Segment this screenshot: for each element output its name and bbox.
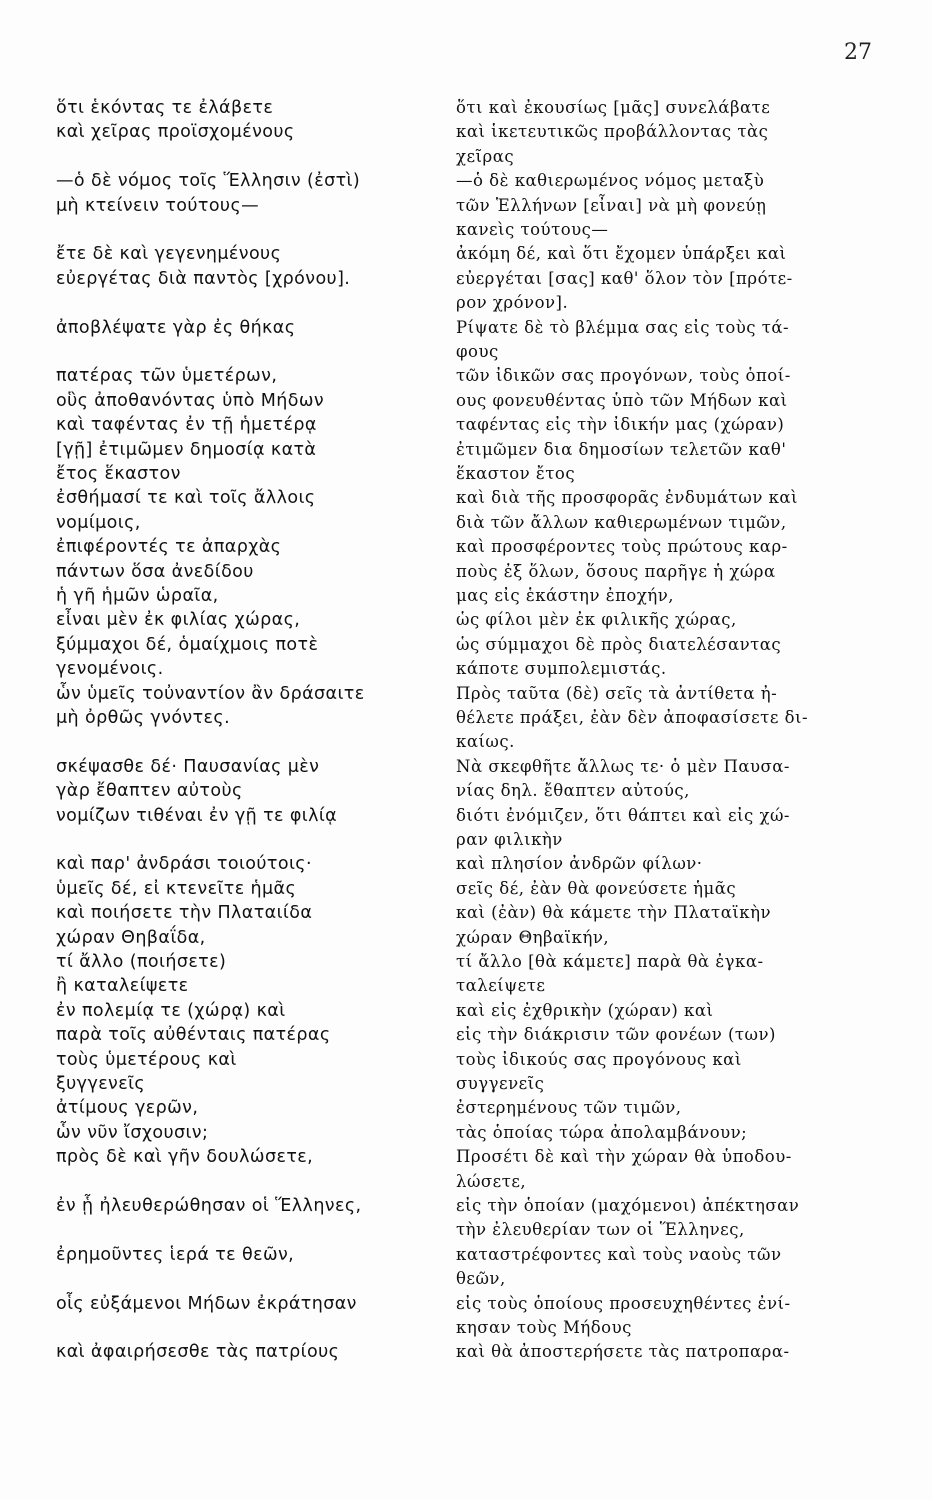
original-text-line: ἐν πολεμίᾳ τε (χώρᾳ) καὶ — [56, 1000, 286, 1021]
translation-text-line: καὶ εἰς ἐχθρικὴν (χώραν) καὶ — [456, 1000, 714, 1020]
original-text-line: ξύμμαχοι δέ, ὁμαίχμοις ποτὲ — [56, 634, 319, 655]
original-text-line: τί ἄλλο (ποιήσετε) — [56, 952, 227, 972]
original-text-line: χώραν Θηβαΐδα, — [56, 927, 206, 948]
translation-text-line: τὰς ὁποίας τώρα ἀπολαμβάνουν; — [456, 1122, 748, 1142]
translation-text-line: ἕκαστον ἔτος — [456, 464, 576, 483]
translation-text-line: καταστρέφοντες καὶ τοὺς ναοὺς τῶν — [456, 1244, 782, 1264]
translation-text-line: κησαν τοὺς Μήδους — [456, 1318, 632, 1337]
original-text-line: ξυγγενεῖς — [56, 1074, 146, 1094]
original-text-line: τοὺς ὑμετέρους καὶ — [56, 1049, 237, 1070]
original-text-line: μὴ ὀρθῶς γνόντες. — [56, 708, 231, 728]
translation-text-line: εἰς τοὺς ὁποίους προσευχηθέντες ἐνί- — [456, 1293, 791, 1313]
translation-text-line: τοὺς ἰδικούς σας προγόνους καὶ — [456, 1049, 742, 1069]
translation-text-line: σεῖς δέ, ἐὰν θὰ φονεύσετε ἡμᾶς — [456, 878, 737, 898]
original-text-line: εὐεργέτας διὰ παντὸς [χρόνου]. — [56, 268, 351, 289]
translation-text-line: εὐεργέται [σας] καθ' ὅλον τὸν [πρότε- — [456, 268, 793, 288]
translation-text-line: καίως. — [456, 732, 515, 752]
translation-text-line: Προσέτι δὲ καὶ τὴν χώραν θὰ ὑποδου- — [456, 1147, 792, 1167]
original-text-line: καὶ ἀφαιρήσεσθε τὰς πατρίους — [56, 1342, 340, 1363]
original-text-line: πατέρας τῶν ὑμετέρων, — [56, 366, 278, 387]
original-text-line: οἷς εὐξάμενοι Μήδων ἐκράτησαν — [56, 1293, 357, 1314]
original-text-line: ἐσθήμασί τε καὶ τοῖς ἄλλοις — [56, 488, 316, 509]
translation-text-line: ρον χρόνον]. — [456, 293, 569, 313]
translation-text-line: μας εἰς ἑκάστην ἐποχήν, — [456, 586, 675, 605]
translation-text-line: τί ἄλλο [θὰ κάμετε] παρὰ θὰ ἐγκα- — [456, 952, 764, 971]
original-text-line: μὴ κτείνειν τούτους— — [56, 195, 260, 216]
original-text-line: σκέψασθε δέ· Παυσανίας μὲν — [56, 756, 320, 777]
original-text-line: πρὸς δὲ καὶ γῆν δουλώσετε, — [56, 1147, 314, 1168]
translation-text-line: εἰς τὴν ὁποίαν (μαχόμενοι) ἀπέκτησαν — [456, 1196, 800, 1215]
page-number: 27 — [844, 40, 872, 65]
original-text-line: ὑμεῖς δέ, εἰ κτενεῖτε ἡμᾶς — [56, 878, 297, 899]
translation-text-line: ἐτιμῶμεν δια δημοσίων τελετῶν καθ' — [456, 439, 787, 459]
translation-text-line: συγγενεῖς — [456, 1074, 545, 1093]
translation-text-line: διότι ἐνόμιζεν, ὅτι θάπτει καὶ εἰς χώ- — [456, 805, 790, 825]
translation-text-line: καὶ προσφέροντες τοὺς πρώτους καρ- — [456, 537, 788, 557]
original-text-line: γενομένοις. — [56, 659, 164, 680]
translation-text-line: τὴν ἐλευθερίαν των οἱ Ἕλληνες, — [456, 1220, 745, 1240]
original-text-line: ἐν ᾗ ἠλευθερώθησαν οἱ Ἕλληνες, — [56, 1196, 362, 1216]
original-text-line: ἐρημοῦντες ἱερά τε θεῶν, — [56, 1244, 295, 1265]
translation-text-line: χώραν Θηβαϊκήν, — [456, 927, 610, 947]
original-text-line: καὶ ποιήσετε τὴν Πλαταιίδα — [56, 903, 313, 924]
translation-text-line: Ρίψατε δὲ τὸ βλέμμα σας εἰς τοὺς τά- — [456, 317, 790, 337]
translation-text-line: χεῖρας — [456, 146, 515, 166]
original-text-line: παρὰ τοῖς αὐθένταις πατέρας — [56, 1025, 331, 1046]
translation-text-line: ποὺς ἐξ ὅλων, ὅσους παρῆγε ἡ χώρα — [456, 561, 776, 581]
original-text-line: οὓς ἀποθανόντας ὑπὸ Μήδων — [56, 390, 325, 411]
translation-text-line: ταλείψετε — [456, 976, 546, 996]
original-text-line: ὅτι ἑκόντας τε ἐλάβετε — [56, 98, 274, 118]
original-text-line: ἀποβλέψατε γὰρ ἐς θήκας — [56, 317, 296, 338]
translation-text-line: ὡς σύμμαχοι δὲ πρὸς διατελέσαντας — [456, 634, 782, 654]
translation-text-line: ραν φιλικὴν — [456, 830, 563, 849]
original-text-line: νομίμοις, — [56, 512, 141, 533]
original-text-line: ὧν νῦν ἴσχουσιν; — [56, 1122, 209, 1143]
translation-text-line: φους — [456, 342, 499, 361]
translation-text-line: θεῶν, — [456, 1269, 506, 1289]
translation-text-line: ὅτι καὶ ἐκουσίως [μᾶς] συνελάβατε — [456, 98, 771, 117]
original-text-line: εἶναι μὲν ἐκ φιλίας χώρας, — [56, 610, 301, 631]
original-text-line: ἐπιφέροντές τε ἀπαρχὰς — [56, 537, 282, 558]
translation-text-line: κανεὶς τούτους— — [456, 220, 609, 239]
translation-text-line: ὡς φίλοι μὲν ἐκ φιλικῆς χώρας, — [456, 610, 737, 630]
translation-text-line: καὶ θὰ ἀποστερήσετε τὰς πατροπαρα- — [456, 1342, 790, 1362]
translation-text-line: Νὰ σκεφθῆτε ἄλλως τε· ὁ μὲν Παυσα- — [456, 756, 790, 776]
translation-text-line: λώσετε, — [456, 1171, 527, 1191]
original-text-line: νομίζων τιθέναι ἐν γῇ τε φιλίᾳ — [56, 805, 338, 826]
translation-text-line: καὶ ἱκετευτικῶς προβάλλοντας τὰς — [456, 122, 769, 142]
translation-text-line: διὰ τῶν ἄλλων καθιερωμένων τιμῶν, — [456, 512, 787, 532]
original-text-line: ὧν ὑμεῖς τοὐναντίον ἂν δράσαιτε — [56, 683, 365, 704]
original-text-line: [γῇ] ἐτιμῶμεν δημοσίᾳ κατὰ — [56, 439, 317, 460]
translation-text-line: Πρὸς ταῦτα (δὲ) σεῖς τὰ ἀντίθετα ἠ- — [456, 683, 778, 703]
translation-text-line: θέλετε πράξει, ἐὰν δὲν ἀποφασίσετε δι- — [456, 708, 809, 727]
translation-text-line: τῶν Ἑλλήνων [εἶναι] νὰ μὴ φονεύῃ — [456, 195, 767, 215]
translation-text-line: τῶν ἰδικῶν σας προγόνων, τοὺς ὁποί- — [456, 366, 791, 386]
original-text-line: γὰρ ἔθαπτεν αὐτοὺς — [56, 781, 243, 802]
translation-text-line: καὶ διὰ τῆς προσφορᾶς ἐνδυμάτων καὶ — [456, 488, 799, 508]
original-text-line: ἡ γῆ ἡμῶν ὡραῖα, — [56, 586, 219, 606]
translation-text-line: καὶ (ἐὰν) θὰ κάμετε τὴν Πλαταϊκὴν — [456, 903, 772, 923]
original-text-line: καὶ χεῖρας προϊσχομένους — [56, 122, 295, 143]
translation-text-line: ἀκόμη δέ, καὶ ὅτι ἔχομεν ὑπάρξει καὶ — [456, 244, 787, 264]
translation-text-line: ους φονευθέντας ὑπὸ τῶν Μήδων καὶ — [456, 390, 788, 410]
original-text-line: —ὁ δὲ νόμος τοῖς Ἕλλησιν (ἐστὶ) — [56, 171, 361, 192]
translation-text-line: —ὁ δὲ καθιερωμένος νόμος μεταξὺ — [456, 171, 765, 191]
original-text-line: ἢ καταλείψετε — [56, 976, 189, 997]
translation-text-line: κάποτε συμπολεμιστάς. — [456, 659, 667, 679]
original-text-line: καὶ ταφέντας ἐν τῇ ἡμετέρᾳ — [56, 415, 317, 436]
translation-text-line: εἰς τὴν διάκρισιν τῶν φονέων (των) — [456, 1025, 776, 1045]
original-text-line: ἀτίμους γερῶν, — [56, 1098, 199, 1119]
original-text-line: ἔτε δὲ καὶ γεγενημένους — [56, 244, 282, 265]
original-text-line: καὶ παρ' ἀνδράσι τοιούτοις· — [56, 854, 312, 875]
translation-text-line: νίας δηλ. ἔθαπτεν αὐτούς, — [456, 781, 690, 801]
translation-text-line: καὶ πλησίον ἀνδρῶν φίλων· — [456, 854, 703, 874]
original-text-line: ἔτος ἕκαστον — [56, 464, 181, 484]
original-text-line: πάντων ὅσα ἀνεδίδου — [56, 561, 254, 582]
translation-text-line: ἐστερημένους τῶν τιμῶν, — [456, 1098, 682, 1118]
translation-text-line: ταφέντας εἰς τὴν ἰδικήν μας (χώραν) — [456, 415, 785, 435]
